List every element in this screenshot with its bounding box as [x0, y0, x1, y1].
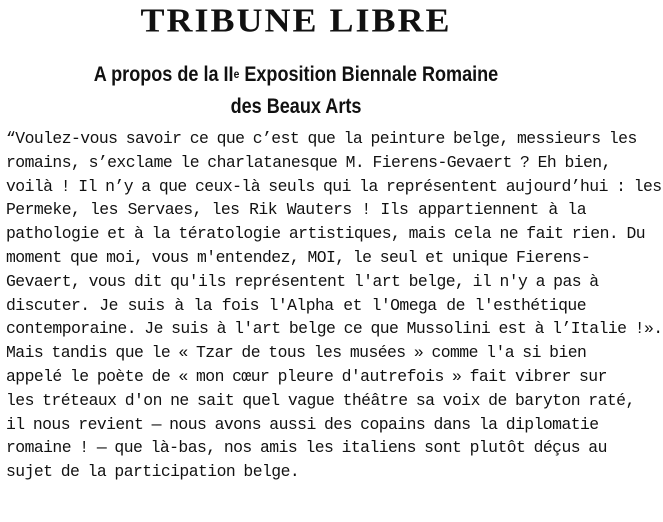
headline-line2: des Beaux Arts — [230, 95, 362, 118]
body-line: voilà ! Il n’y a que ceux-là seuls qui la représentent aujourd’hui : les — [6, 176, 662, 196]
article-body — [6, 127, 663, 484]
body-line: il nous revient — nous avons aussi des copains dans la diplomatie — [6, 414, 599, 434]
headline-line1-after: Exposition Biennale Romaine — [239, 63, 499, 86]
body-line: Permeke, les Servaes, les Rik Wauters ! Ils appartiennent à la — [6, 200, 586, 220]
body-line: romains, s’exclame le charlatanesque M. Fierens-Gevaert ? Eh bien, — [6, 152, 611, 172]
masthead-title: TRIBUNE LIBRE — [140, 1, 452, 39]
body-line: sujet de la participation belge. — [6, 462, 300, 482]
headline-line1-before: A propos de la II — [93, 63, 234, 86]
body-line: Mais tandis que le « Tzar de tous les musées » comme l'a si bien — [6, 343, 587, 363]
body-line: “Voulez-vous savoir ce que c’est que la peinture belge, messieurs les — [6, 129, 637, 148]
body-line: discuter. Je suis à la fois l'Alpha et l'Omega de l'esthétique — [6, 295, 586, 315]
body-line: appelé le poète de « mon cœur pleure d'autrefois » fait vibrer sur — [6, 366, 607, 386]
body-line: contemporaine. Je suis à l'art belge ce que Mussolini est à l’Italie !». — [6, 319, 663, 339]
article-headline — [47, 60, 546, 121]
headline-ordinal-superscript: e — [233, 67, 240, 81]
headline-line1 — [94, 63, 498, 86]
body-line: moment que moi, vous m'entendez, MOI, le seul et unique Fierens- — [6, 247, 591, 267]
body-line: les tréteaux d'on ne sait quel vague théâtre sa voix de baryton raté, — [6, 390, 635, 410]
body-line: pathologie et à la tératologie artistiques, mais cela ne fait rien. Du — [6, 224, 646, 244]
body-line: Gevaert, vous dit qu'ils représentent l'art belge, il n'y a pas à — [6, 271, 599, 291]
body-line: romaine ! — que là-bas, nos amis les italiens sont plutôt déçus au — [6, 438, 607, 458]
